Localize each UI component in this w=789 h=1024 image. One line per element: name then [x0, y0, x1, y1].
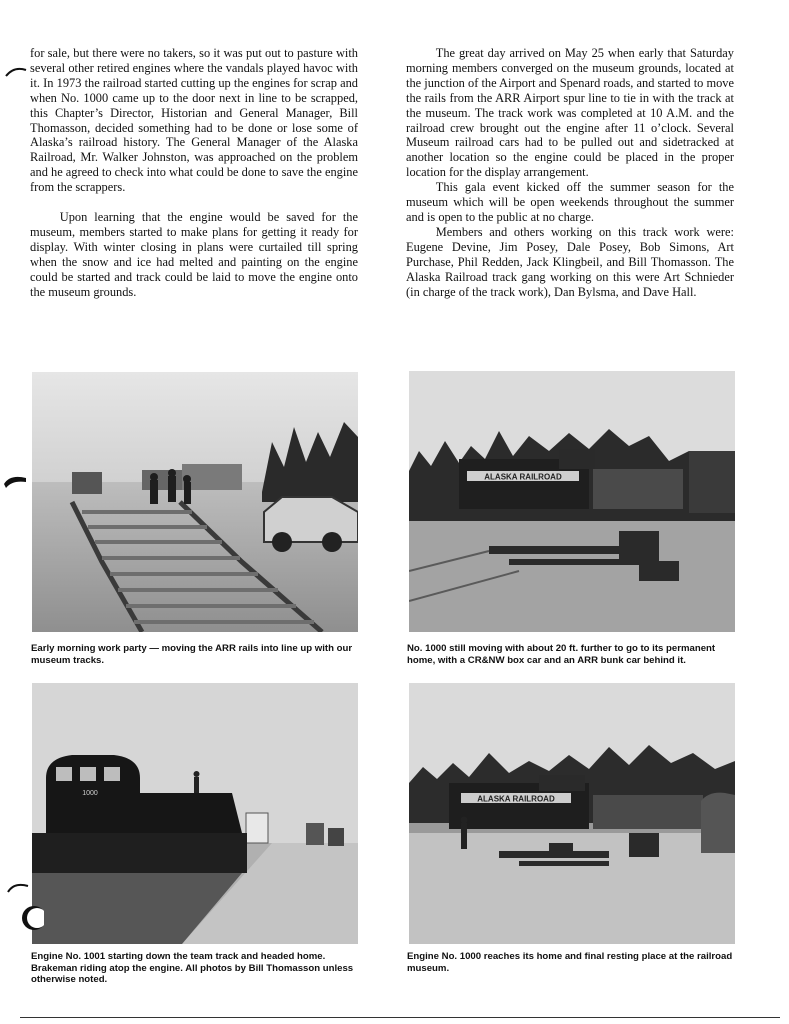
binder-hole-mark — [4, 876, 44, 936]
paragraph: The great day arrived on May 25 when early that Saturday morning members converged on the museum grounds, located at the junction of the Airport and Spenard roads, and started to move the rails from the ARR Airport spur line to tie in with the track at the museum. The track work was completed at 10 A.M. and the railroad crew brought out the engine after 11 o’clock. Several Museum railroad cars had to be pulled out and sidetracked at another location so the engine could be placed in the proper location for the display arrangement. — [406, 46, 734, 180]
engine-number-lettering: 1000 — [82, 790, 98, 797]
locomotive-lettering: ALASKA RAILROAD — [477, 794, 555, 804]
photo-engine-moving-image — [409, 371, 735, 632]
page-bottom-rule — [20, 1017, 780, 1018]
photo-engine-final-resting-image — [409, 683, 735, 944]
article-right-column — [406, 46, 734, 299]
photo-caption: Engine No. 1001 starting down the team track and headed home. Brakeman riding atop the engine. All photos by Bill Thomasson unless otherwise noted. — [31, 951, 354, 986]
paragraph: Members and others working on this track work were: Eugene Devine, Jim Posey, Dale Posey, Bob Simons, Art Purchase, Phil Redden, Jack Klingbeil, and Bill Thomasson. The Alaska Railroad track gang working on this were Art Schnieder (in charge of the track work), Dan Bylsma, and Dave Hall. — [406, 224, 734, 299]
paragraph: for sale, but there were no takers, so it was put out to pasture with several other retired engines where the vandals played havoc with it. In 1973 the railroad started cutting up the engines for scrap and when No. 1000 came up to the door next in line to be scrapped, this Chapter’s Director, Historian and General Manager, Bill Thomasson, decided something had to be done or lose some of Alaska’s railroad history. The General Manager of the Alaska Railroad, Mr. Walker Johnston, was approached on the problem and he agreed to check into what could be done to save the engine from the scrappers. — [30, 46, 358, 195]
photo-engine-team-track — [32, 683, 358, 944]
photo-caption: Early morning work party — moving the ARR rails into line up with our museum tracks. — [31, 643, 353, 666]
photo-caption: No. 1000 still moving with about 20 ft. further to go to its permanent home, with a CR&NW box car and an ARR bunk car behind it. — [407, 643, 716, 666]
paragraph: Upon learning that the engine would be saved for the museum, members started to make plans for getting it ready for display. With winter closing in plans were curtailed till spring when the snow and ice had melted and painting on the engine could be started and track could be laid to move the engine onto the museum grounds. — [30, 210, 358, 299]
photo-work-party — [32, 372, 358, 632]
binder-hole-mark — [4, 64, 28, 78]
photo-engine-moving — [409, 371, 735, 632]
locomotive-lettering: ALASKA RAILROAD — [484, 472, 562, 482]
photo-engine-team-track-image — [32, 683, 358, 944]
photo-work-party-image — [32, 372, 358, 632]
photo-engine-final-resting — [409, 683, 735, 944]
photo-caption: Engine No. 1000 reaches its home and final resting place at the railroad museum. — [407, 951, 733, 974]
paragraph: This gala event kicked off the summer season for the museum which will be open weekends throughout the summer and is open to the public at no charge. — [406, 180, 734, 224]
binder-hole-mark — [2, 470, 28, 494]
article-left-column — [30, 46, 358, 300]
